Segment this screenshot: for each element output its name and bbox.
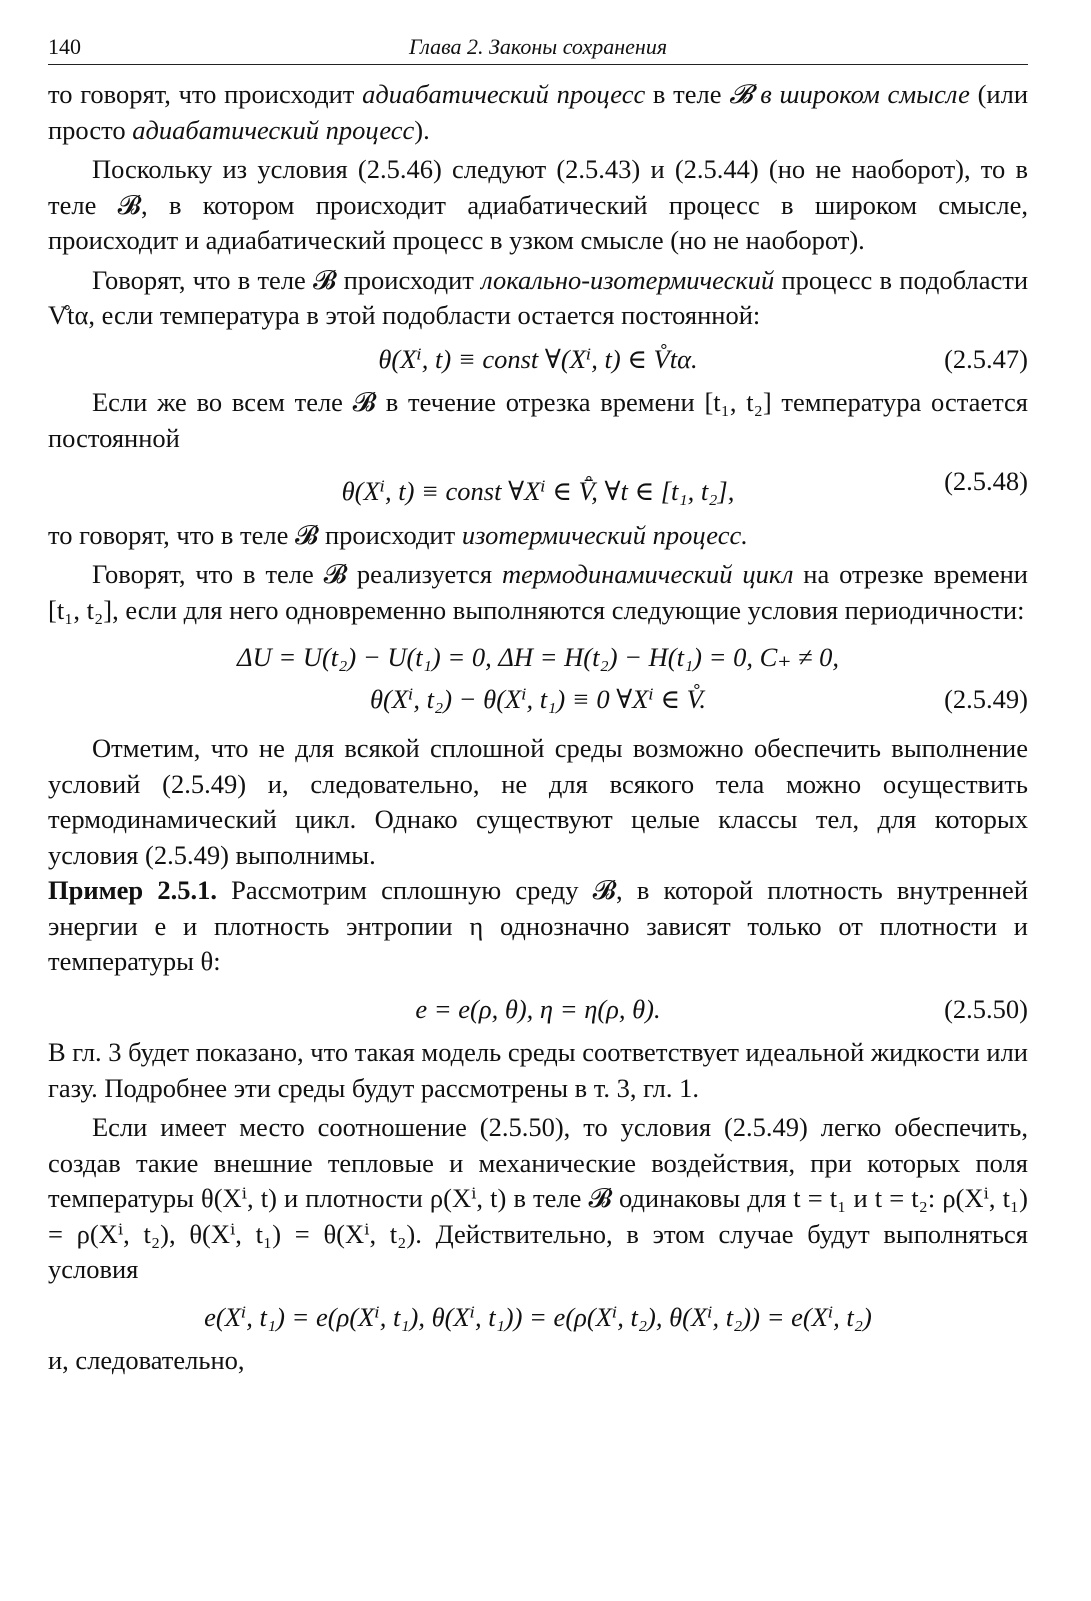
- paragraph-5: [48, 518, 1028, 554]
- book-page: [48, 30, 1028, 1379]
- text: Говорят, что в теле 𝓑 реализуется: [92, 559, 502, 589]
- page-body: [48, 77, 1028, 1379]
- equation-body: e(Xⁱ, t₁) = e(ρ(Xⁱ, t₁), θ(Xⁱ, t₁)) = e(ρ(Xⁱ, t₂), θ(Xⁱ, t₂)) = e(Xⁱ, t₂): [204, 1301, 872, 1332]
- equation-number: (2.5.48): [944, 466, 1028, 496]
- text: то говорят, что в теле 𝓑 происходит: [48, 519, 462, 550]
- equation-2-5-47: [48, 342, 1028, 378]
- text: в теле: [645, 79, 730, 109]
- text: Рассмотрим сплошную среду 𝓑, в которой плотность внутренней энергии e и плотность энтропии η однозначно зависят только от плотности и температуры θ:: [48, 875, 1029, 976]
- example-label: Пример 2.5.1.: [48, 875, 217, 905]
- equation-2-5-49: [48, 640, 1028, 717]
- term-local-isothermal: локально-изотермический: [481, 264, 775, 295]
- equation-2-5-50: [48, 992, 1028, 1028]
- example-paragraph: [48, 873, 1028, 980]
- paragraph-10: и, следовательно,: [48, 1345, 245, 1375]
- paragraph-1: [48, 77, 1028, 148]
- text: (или просто: [48, 79, 1028, 145]
- paragraph-3: [48, 263, 1028, 334]
- term-adiabatic: адиабатический процесс: [362, 79, 646, 109]
- running-header: [48, 30, 1028, 65]
- equation-number: (2.5.50): [944, 993, 1028, 1024]
- paragraph-4: Если же во всем теле 𝓑 в течение отрезка времени [t₁, t₂] температура остается постоянной: [48, 387, 1028, 453]
- paragraph-9: Если имеет место соотношение (2.5.50), то условия (2.5.49) легко обеспечить, создав такие внешние тепловые и механические воздействия, при которых поля температуры θ(Xⁱ, t) и плотности ρ(Xⁱ, t) в теле 𝓑 одинаковы для t = t₁ и t = t₂: ρ(Xⁱ, t₁) = ρ(Xⁱ, t₂), θ(Xⁱ, t₁) = θ(Xⁱ, t₂). Действительно, в этом случае будут выполняться условия: [48, 1112, 1028, 1284]
- paragraph-7: Отметим, что не для всякой сплошной среды возможно обеспечить выполнение условий (2.5.49) и, следовательно, не для всякого тела можно осуществить термодинамический цикл. Однако существуют целые классы тел, для которых условия (2.5.49) выполнимы.: [48, 733, 1028, 870]
- equation-line-1: ΔU = U(t₂) − U(t₁) = 0, ΔH = H(t₂) − H(t₁) = 0, C₊ ≠ 0,: [237, 642, 839, 672]
- paragraph-8: В гл. 3 будет показано, что такая модель среды соответствует идеальной жидкости или газу. Подробнее эти среды будут рассмотрены в т. 3, гл. 1.: [48, 1037, 1028, 1103]
- equation-line-2-row: [48, 682, 1028, 718]
- term-isothermal: изотермический процесс.: [461, 519, 748, 550]
- equation-2-5-48: [48, 464, 1028, 510]
- term-adiabatic-2: адиабатический процесс: [132, 114, 415, 145]
- term-thermo-cycle: термодинамический цикл: [501, 559, 794, 589]
- equation-body: e = e(ρ, θ), η = η(ρ, θ).: [415, 993, 661, 1024]
- chapter-title: Глава 2. Законы сохранения: [408, 34, 668, 59]
- equation-unnumbered: [48, 1300, 1028, 1336]
- paragraph-2: Поскольку из условия (2.5.46) следуют (2.5.43) и (2.5.44) (но не наоборот), то в теле 𝓑, в котором происходит адиабатический процесс в широком смысле, происходит и адиабатический процесс в узком смысле (но не наоборот).: [48, 154, 1028, 255]
- page-number: 140: [48, 34, 81, 59]
- equation-number: (2.5.47): [944, 343, 1028, 374]
- text: на отрезке времени [t₁, t₂], если для него одновременно выполняются следующие условия периодичности:: [48, 559, 1028, 625]
- text: то говорят, что происходит: [48, 79, 363, 109]
- paragraph-6: [48, 557, 1028, 628]
- equation-line-2: θ(Xⁱ, t₂) − θ(Xⁱ, t₁) ≡ 0 ∀Xⁱ ∈ V̊.: [370, 683, 706, 714]
- text: процесс в подобласти V̊tα, если температура в этой подобласти остается постоянной:: [48, 264, 1028, 330]
- text: ).: [414, 114, 430, 145]
- text: Говорят, что в теле 𝓑 происходит: [92, 264, 482, 295]
- equation-body: θ(Xⁱ, t) ≡ const ∀Xⁱ ∈ V̊̄, ∀t ∈ [t₁, t₂],: [341, 476, 735, 506]
- equation-body: θ(Xⁱ, t) ≡ const ∀(Xⁱ, t) ∈ V̊tα.: [378, 343, 698, 374]
- term-broad-sense: 𝓑 в широком смысле: [729, 79, 970, 109]
- equation-number: (2.5.49): [944, 683, 1028, 714]
